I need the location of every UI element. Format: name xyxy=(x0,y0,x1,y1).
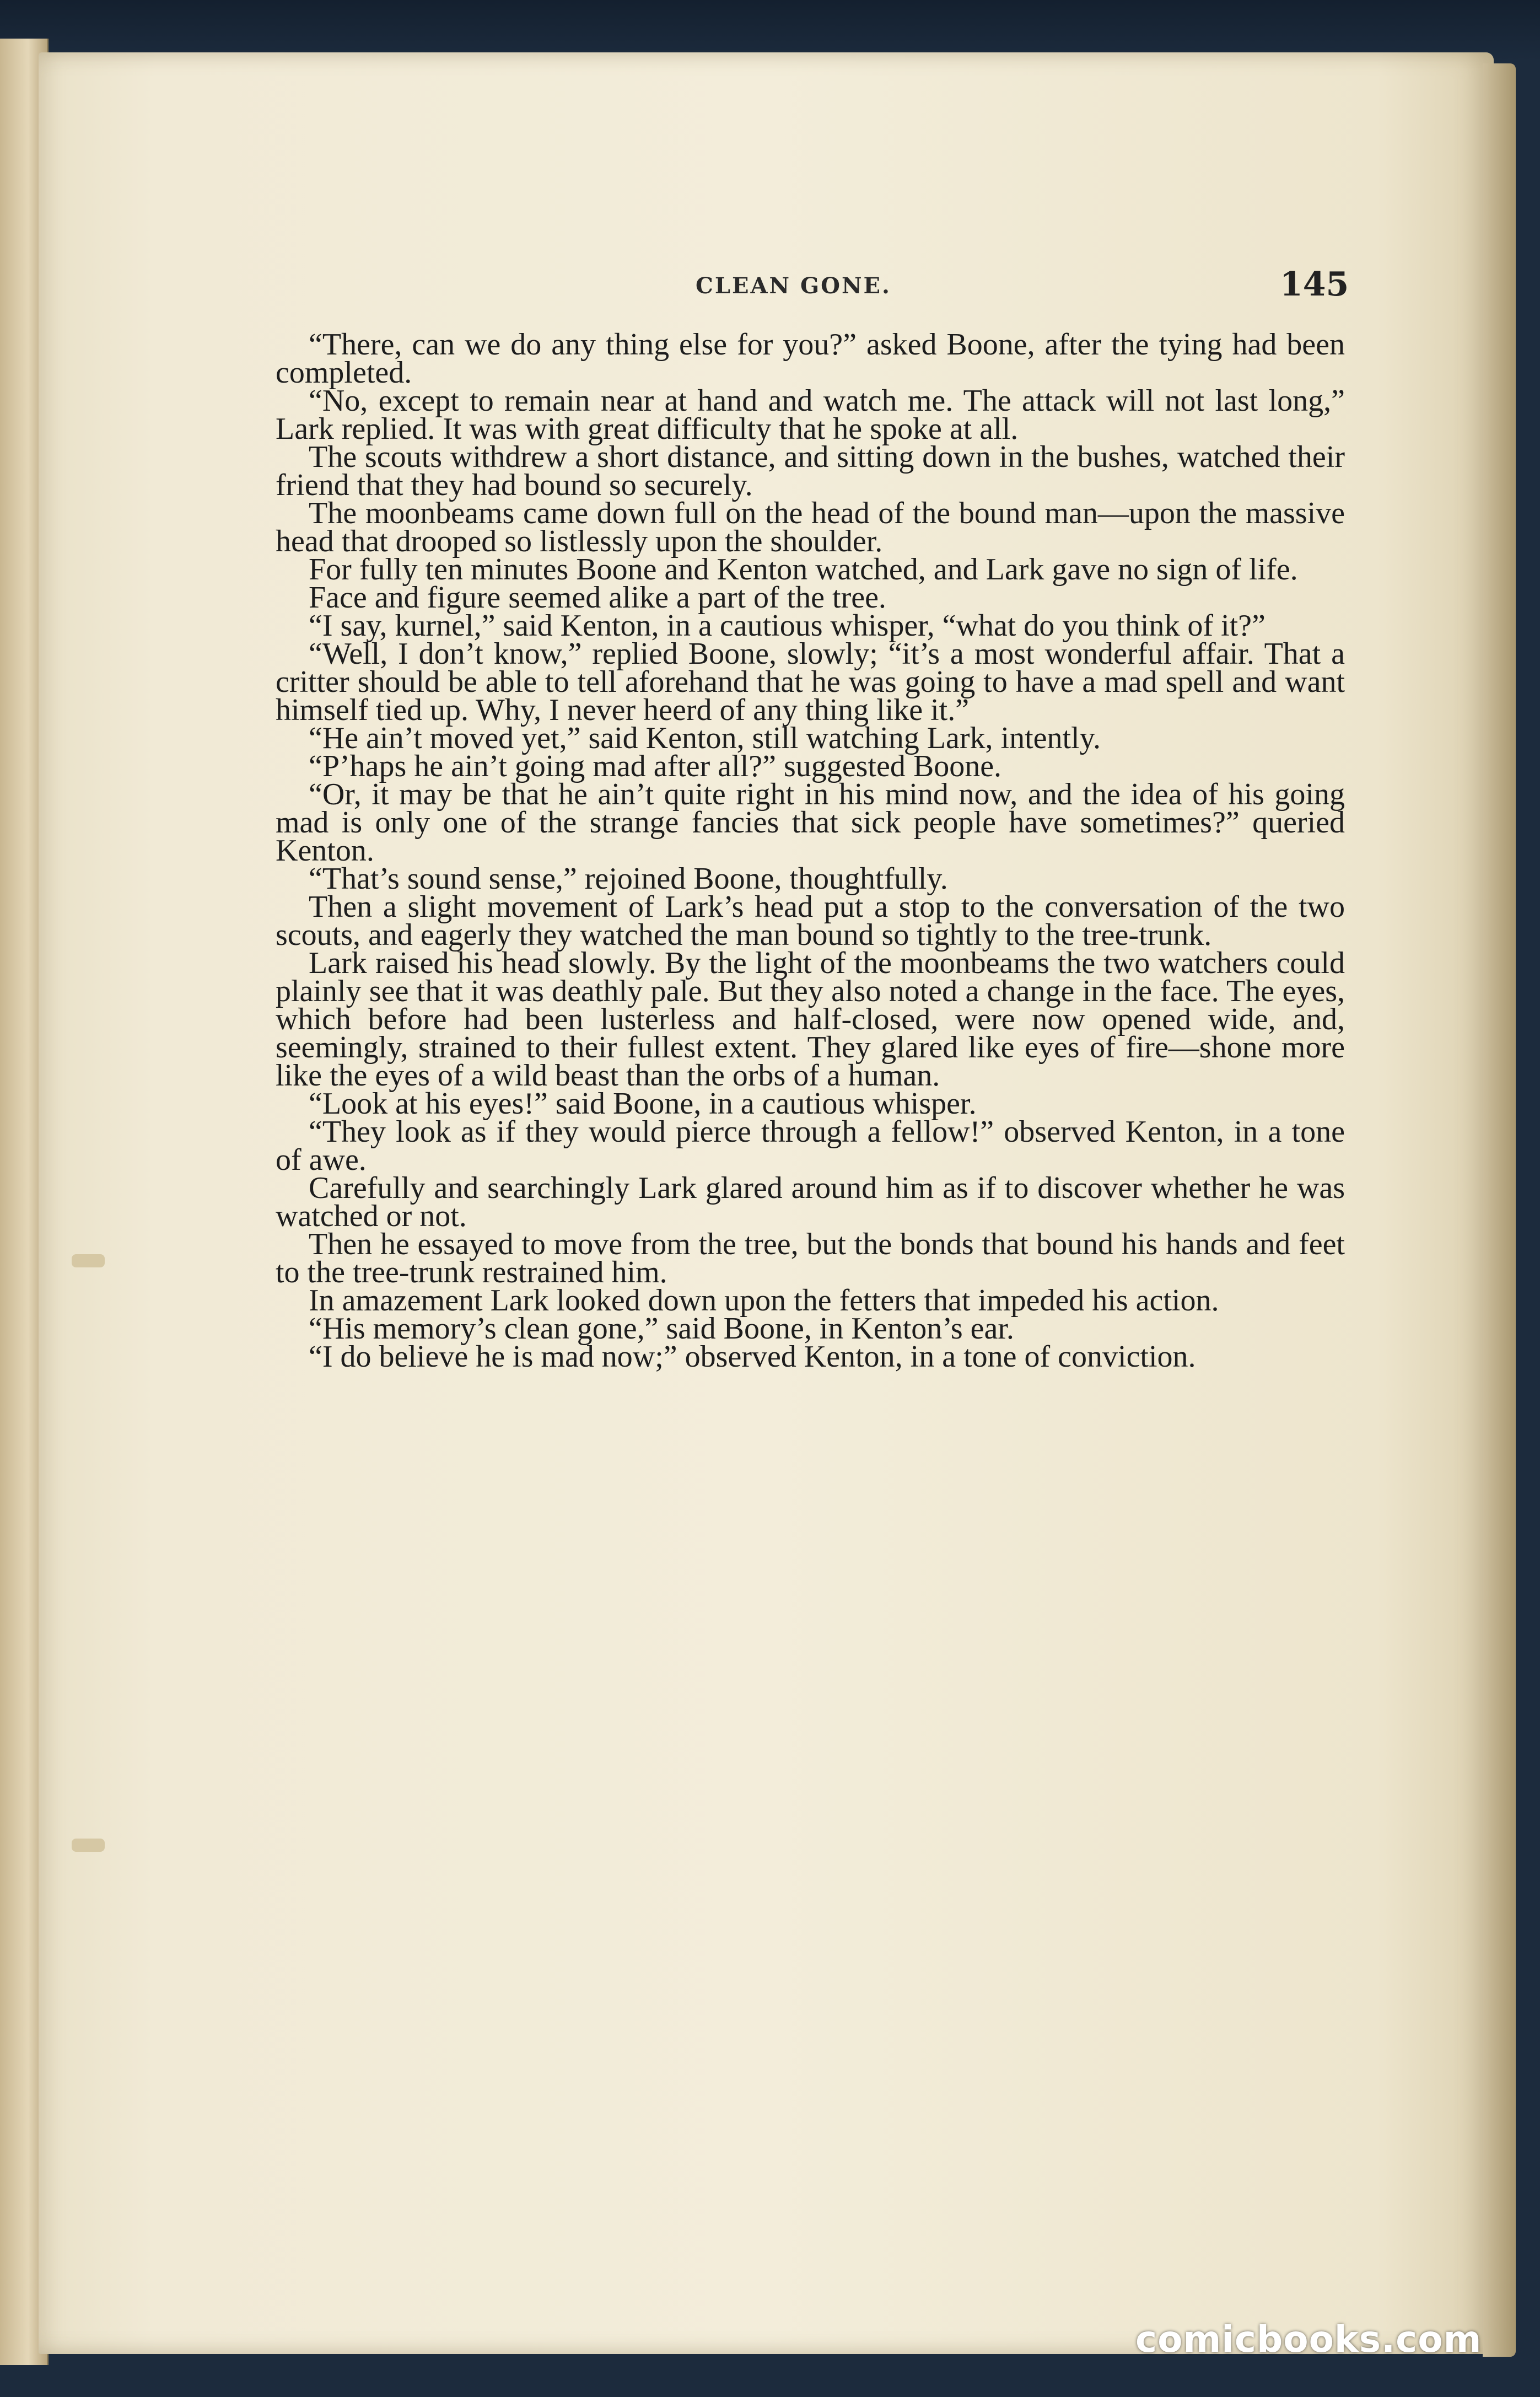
paragraph: The moonbeams came down full on the head of the bound man—upon the massive head that drooped so listlessly upon the shoulder. xyxy=(276,496,1345,558)
paragraph: For fully ten minutes Boone and Kenton watched, and Lark gave no sign of life. xyxy=(309,552,1298,587)
book-page xyxy=(39,52,1494,2354)
binding-thread xyxy=(72,1839,105,1852)
paragraph: “That’s sound sense,” rejoined Boone, thoughtfully. xyxy=(309,862,948,896)
paragraph: “P’haps he ain’t going mad after all?” suggested Boone. xyxy=(309,749,1002,783)
paragraph: “Look at his eyes!” said Boone, in a cautious whisper. xyxy=(309,1087,977,1121)
paragraph: “Or, it may be that he ain’t quite right in his mind now, and the idea of his going mad is only one of the strange fancies that sick people have sometimes?” queried Kenton. xyxy=(276,777,1345,868)
paragraph: “I say, kurnel,” said Kenton, in a cautious whisper, “what do you think of it?” xyxy=(309,609,1266,643)
binding-thread xyxy=(72,1254,105,1267)
site-watermark: comicbooks.com xyxy=(1135,2318,1482,2361)
running-head: CLEAN GONE. xyxy=(696,273,891,299)
paragraph: Face and figure seemed alike a part of the tree. xyxy=(309,581,886,615)
paragraph: Carefully and searchingly Lark glared around him as if to discover whether he was watched or not. xyxy=(276,1171,1345,1233)
paragraph: “His memory’s clean gone,” said Boone, in Kenton’s ear. xyxy=(309,1312,1014,1346)
paragraph: Then a slight movement of Lark’s head put a stop to the conversation of the two scouts, and eagerly they watched the man bound so tightly to the tree-trunk. xyxy=(276,890,1345,952)
paragraph: “No, except to remain near at hand and watch me. The attack will not last long,” Lark replied. It was with great difficulty that he spoke at all. xyxy=(276,384,1345,446)
body-text xyxy=(276,327,1345,1374)
page-number: 145 xyxy=(1280,265,1349,304)
paragraph: “Well, I don’t know,” replied Boone, slowly; “it’s a most wonderful affair. That a critter should be able to tell aforehand that he was going to have a mad spell and want himself tied up. Why, I never heerd of any thing like it.” xyxy=(276,637,1345,727)
scan-backdrop xyxy=(0,0,1540,61)
paragraph: Then he essayed to move from the tree, but the bonds that bound his hands and feet to the tree-trunk restrained him. xyxy=(276,1227,1345,1289)
paragraph: “They look as if they would pierce through a fellow!” observed Kenton, in a tone of awe. xyxy=(276,1115,1345,1177)
page-fore-edge xyxy=(1483,63,1516,2357)
paragraph: “I do believe he is mad now;” observed Kenton, in a tone of conviction. xyxy=(309,1340,1196,1374)
paragraph: Lark raised his head slowly. By the light of the moonbeams the two watchers could plainly see that it was deathly pale. But they also noted a change in the face. The eyes, which before had been lusterless and half-closed, were now opened wide, and, seemingly, strained to their fullest extent. They glared like eyes of fire—shone more like the eyes of a wild beast than the orbs of a human. xyxy=(276,946,1345,1093)
paragraph: “He ain’t moved yet,” said Kenton, still watching Lark, intently. xyxy=(309,721,1101,755)
paragraph: “There, can we do any thing else for you?” asked Boone, after the tying had been completed. xyxy=(276,327,1345,390)
paragraph: In amazement Lark looked down upon the fetters that impeded his action. xyxy=(309,1283,1219,1318)
paragraph: The scouts withdrew a short distance, and sitting down in the bushes, watched their friend that they had bound so securely. xyxy=(276,440,1345,502)
